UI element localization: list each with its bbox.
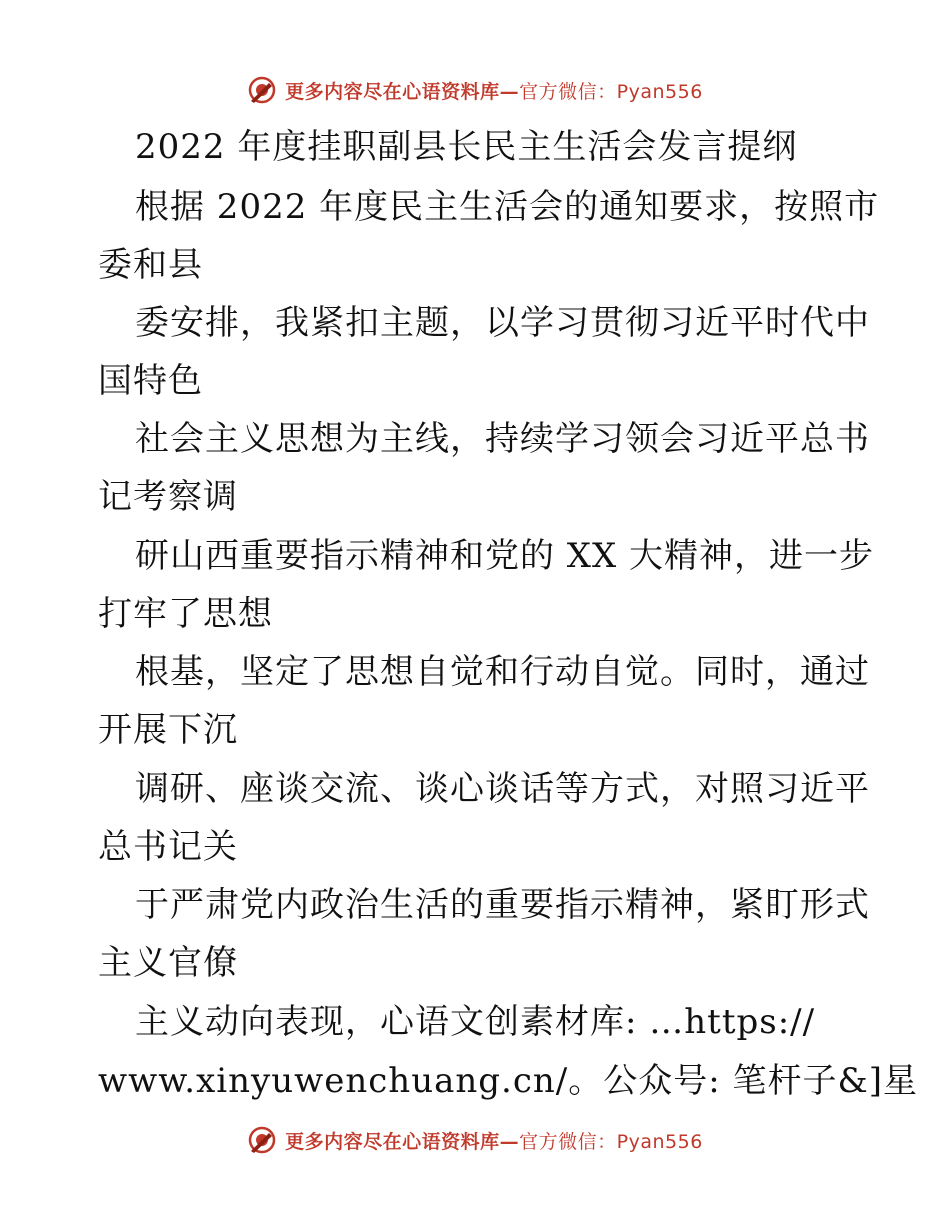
footer-banner — [0, 1120, 950, 1160]
paragraph-line: 主义动向表现，心语文创素材库: …https:// — [135, 1002, 816, 1042]
paragraph-line: 记考察调 — [98, 477, 238, 517]
paragraph-line: 总书记关 — [98, 827, 238, 867]
paragraph-line: 根据 2022 年度民主生活会的通知要求，按照市 — [135, 187, 880, 227]
document-title: 2022 年度挂职副县长民主生活会发言提纲 — [135, 127, 798, 167]
pen-seal-icon — [247, 75, 277, 105]
paragraph-line: 社会主义思想为主线，持续学习领会习近平总书 — [135, 419, 870, 459]
paragraph-line: 研山西重要指示精神和党的 XX 大精神，进一步 — [135, 536, 875, 576]
paragraph-line: 根基，坚定了思想自觉和行动自觉。同时，通过 — [135, 652, 870, 692]
pen-seal-icon — [247, 1125, 277, 1155]
header-banner-text — [285, 77, 703, 104]
footer-banner-wechat: 官方微信：Pyan556 — [519, 1130, 703, 1153]
paragraph-line: 打牢了思想 — [98, 594, 273, 634]
footer-banner-text — [285, 1127, 703, 1154]
paragraph-line: 开展下沉 — [98, 710, 238, 750]
paragraph-line: www.xinyuwenchuang.cn/。公众号: 笔杆子&]星 — [98, 1061, 919, 1101]
paragraph-line: 委和县 — [98, 245, 203, 285]
paragraph-line: 于严肃党内政治生活的重要指示精神，紧盯形式 — [135, 885, 870, 925]
paragraph-line: 主义官僚 — [98, 943, 238, 983]
header-banner-slogan: 更多内容尽在心语资料库— — [285, 80, 520, 103]
header-banner — [0, 70, 950, 110]
paragraph-line: 委安排，我紧扣主题，以学习贯彻习近平时代中 — [135, 303, 870, 343]
header-banner-wechat: 官方微信：Pyan556 — [519, 80, 703, 103]
paragraph-line: 国特色 — [98, 361, 203, 401]
paragraph-line: 调研、座谈交流、谈心谈话等方式，对照习近平 — [135, 769, 870, 809]
footer-banner-slogan: 更多内容尽在心语资料库— — [285, 1130, 520, 1153]
